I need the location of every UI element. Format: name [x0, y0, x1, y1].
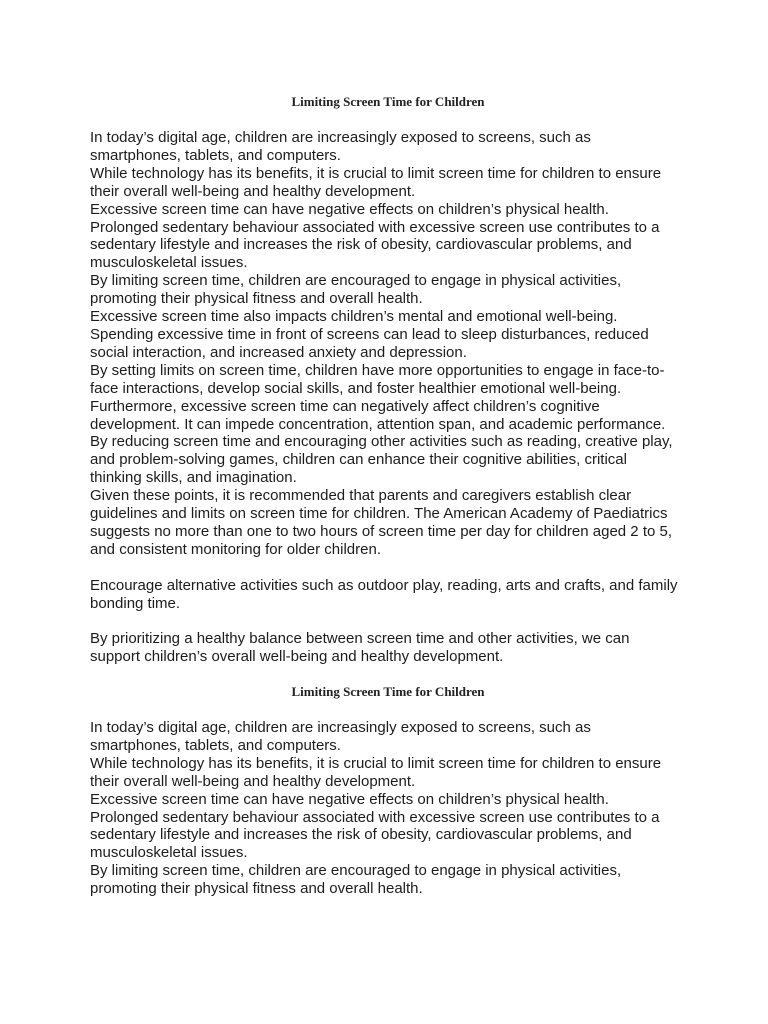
paragraph-gap	[90, 612, 680, 630]
paragraph: Excessive screen time can have negative effects on children’s physical health.	[90, 200, 609, 218]
paragraph: In today’s digital age, children are increasingly exposed to screens, such as smartphones, tablets, and computers.	[90, 129, 591, 164]
document-section	[90, 93, 680, 666]
document-section	[90, 683, 680, 898]
document-title: Limiting Screen Time for Children	[291, 94, 485, 109]
paragraph: Spending excessive time in front of screens can lead to sleep disturbances, reduced social interaction, and increased anxiety and depression.	[90, 325, 649, 361]
paragraph: Prolonged sedentary behaviour associated with excessive screen use contributes to a sedentary lifestyle and increases the risk of obesity, cardiovascular problems, and musculoskeletal issues.	[90, 218, 660, 272]
paragraph: While technology has its benefits, it is crucial to limit screen time for children to ensure their overall well-being and healthy development.	[90, 754, 662, 790]
paragraph: By limiting screen time, children are encouraged to engage in physical activities, promoting their physical fitness and overall health.	[90, 272, 622, 308]
paragraph: In today’s digital age, children are increasingly exposed to screens, such as smartphones, tablets, and computers.	[90, 719, 591, 754]
paragraph: Prolonged sedentary behaviour associated with excessive screen use contributes to a sedentary lifestyle and increases the risk of obesity, cardiovascular problems, and musculoskeletal issues.	[90, 808, 660, 862]
paragraph: By prioritizing a healthy balance between screen time and other activities, we can support children’s overall well-being and healthy development.	[90, 630, 630, 666]
paragraph: By limiting screen time, children are encouraged to engage in physical activities, promoting their physical fitness and overall health.	[90, 862, 622, 898]
paragraph: By reducing screen time and encouraging other activities such as reading, creative play, and problem-solving games, children can enhance their cognitive abilities, critical thinking skills, and imagination.	[90, 433, 673, 487]
paragraph: By setting limits on screen time, children have more opportunities to engage in face-to-face interactions, develop social skills, and foster healthier emotional well-being.	[90, 361, 665, 397]
paragraph: Excessive screen time can have negative effects on children’s physical health.	[90, 790, 609, 808]
paragraph: Furthermore, excessive screen time can negatively affect children’s cognitive development. It can impede concentration, attention span, and academic performance.	[90, 397, 666, 433]
paragraph: Given these points, it is recommended that parents and caregivers establish clear guidelines and limits on screen time for children. The American Academy of Paediatrics suggests no more than one to two hours of screen time per day for children aged 2 to 5, and consistent monitoring for older children.	[90, 487, 673, 558]
paragraph: Excessive screen time also impacts children’s mental and emotional well-being.	[90, 308, 618, 326]
paragraph: While technology has its benefits, it is crucial to limit screen time for children to ensure their overall well-being and healthy development.	[90, 164, 662, 200]
paragraph-gap	[90, 559, 680, 577]
document-title: Limiting Screen Time for Children	[291, 684, 485, 699]
paragraph: Encourage alternative activities such as outdoor play, reading, arts and crafts, and family bonding time.	[90, 576, 678, 612]
